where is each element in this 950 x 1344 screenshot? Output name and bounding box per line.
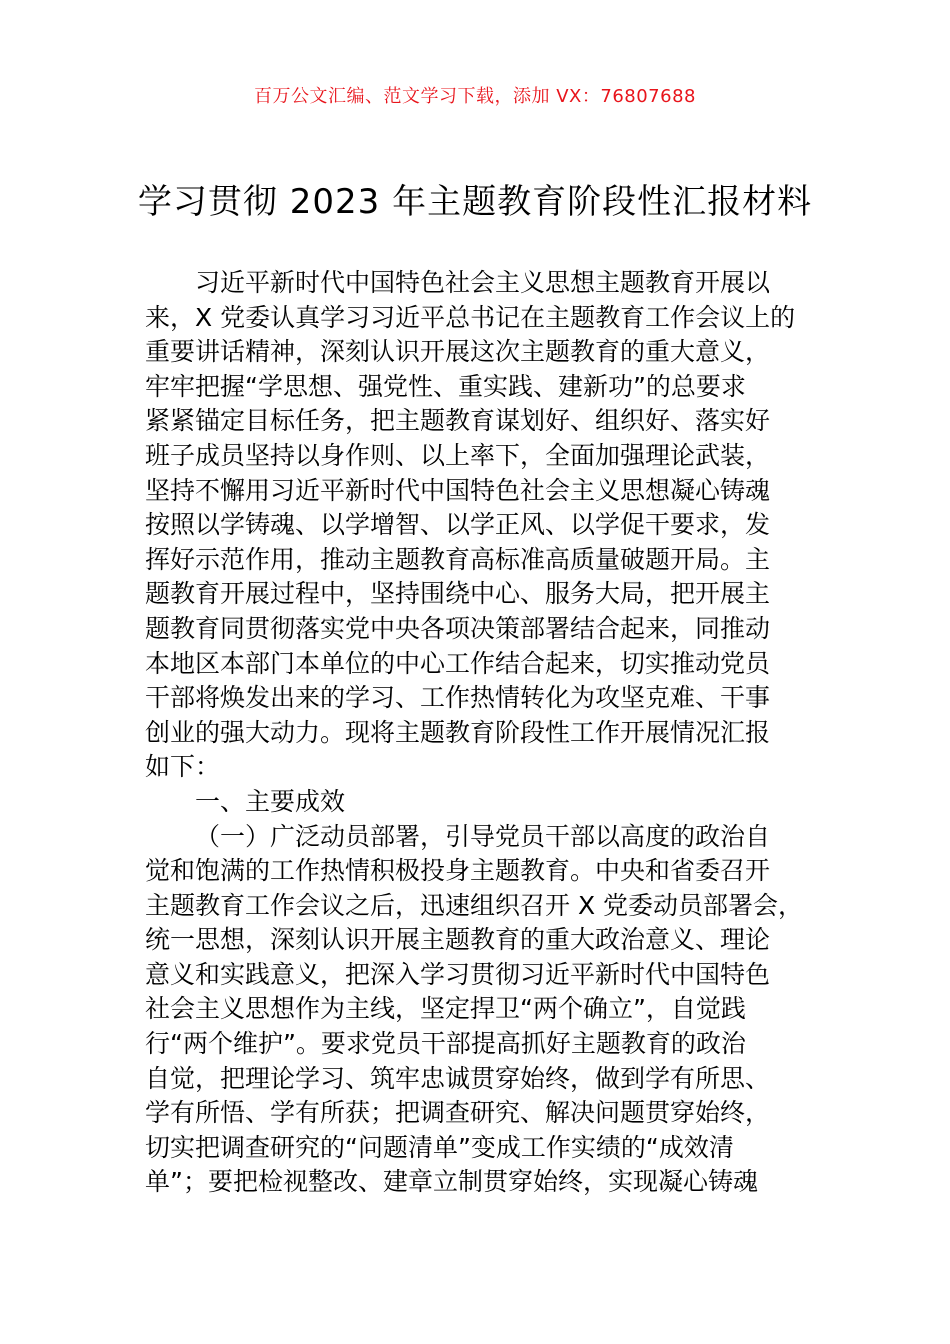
paragraph-line: 主题教育工作会议之后，迅速组织召开 X 党委动员部署会， bbox=[145, 890, 804, 920]
paragraph-line: 切实把调查研究的“问题清单”变成工作实绩的“成效清 bbox=[145, 1132, 734, 1162]
paragraph-line: 题教育开展过程中，坚持围绕中心、服务大局，把开展主 bbox=[145, 579, 771, 609]
document-body bbox=[145, 266, 807, 1200]
paragraph-line: 习近平新时代中国特色社会主义思想主题教育开展以 bbox=[195, 268, 771, 297]
section-heading: 一、主要成效 bbox=[195, 786, 346, 816]
paragraph-line: 统一思想，深刻认识开展主题教育的重大政治意义、理论 bbox=[145, 925, 771, 955]
paragraph-line: 单”；要把检视整改、建章立制贯穿始终，实现凝心铸魂 bbox=[145, 1167, 758, 1197]
paragraph-line: 社会主义思想作为主线，坚定捍卫“两个确立”，自觉践 bbox=[145, 994, 746, 1024]
paragraph-line: 自觉，把理论学习、筑牢忠诚贯穿始终，做到学有所思、 bbox=[145, 1063, 771, 1093]
paragraph-line: 干部将焕发出来的学习、工作热情转化为攻坚克难、干事 bbox=[145, 683, 771, 713]
paragraph-line: 行“两个维护”。要求党员干部提高抓好主题教育的政治 bbox=[145, 1029, 746, 1059]
paragraph-line: （一）广泛动员部署，引导党员干部以高度的政治自 bbox=[195, 821, 771, 851]
paragraph-line: 坚持不懈用习近平新时代中国特色社会主义思想凝心铸魂 bbox=[145, 475, 771, 505]
paragraph-line: 班子成员坚持以身作则、以上率下，全面加强理论武装， bbox=[145, 440, 771, 470]
paragraph-line: 本地区本部门本单位的中心工作结合起来，切实推动党员 bbox=[145, 648, 771, 678]
document-title: 学习贯彻 2023 年主题教育阶段性汇报材料 bbox=[137, 182, 813, 222]
paragraph-line: 挥好示范作用，推动主题教育高标准高质量破题开局。主 bbox=[145, 544, 771, 574]
paragraph-line: 题教育同贯彻落实党中央各项决策部署结合起来，同推动 bbox=[145, 613, 771, 643]
paragraph-line: 按照以学铸魂、以学增智、以学正风、以学促干要求，发 bbox=[145, 510, 771, 540]
paragraph-line: 觉和饱满的工作热情积极投身主题教育。中央和省委召开 bbox=[145, 856, 771, 886]
paragraph-line: 创业的强大动力。现将主题教育阶段性工作开展情况汇报 bbox=[145, 717, 771, 747]
paragraph-line: 如下： bbox=[145, 752, 221, 782]
paragraph-line: 紧紧锚定目标任务，把主题教育谋划好、组织好、落实好 bbox=[145, 406, 771, 436]
paragraph-line: 意义和实践意义，把深入学习贯彻习近平新时代中国特色 bbox=[145, 959, 771, 989]
paragraph-line: 来，X 党委认真学习习近平总书记在主题教育工作会议上的 bbox=[145, 302, 796, 332]
header-banner: 百万公文汇编、范文学习下载，添加 VX：76807688 bbox=[254, 86, 696, 107]
paragraph-line: 重要讲话精神，深刻认识开展这次主题教育的重大意义， bbox=[145, 337, 771, 367]
paragraph-line: 学有所悟、学有所获；把调查研究、解决问题贯穿始终， bbox=[145, 1098, 771, 1128]
paragraph-line: 牢牢把握“学思想、强党性、重实践、建新功”的总要求 bbox=[145, 371, 746, 401]
